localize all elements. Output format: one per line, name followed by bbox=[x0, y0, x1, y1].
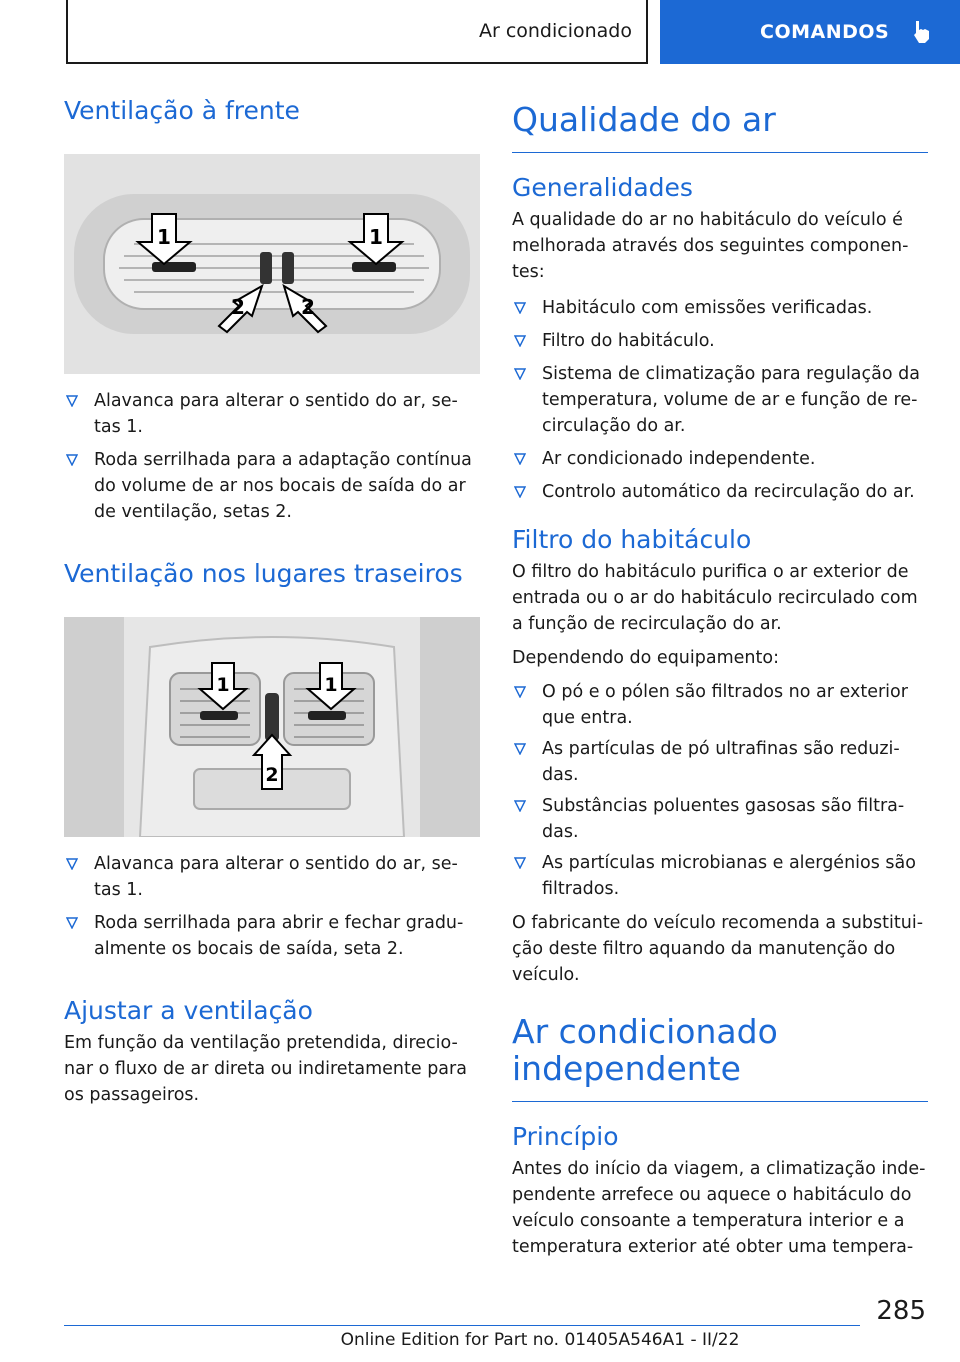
rear-vent-photo bbox=[64, 617, 480, 837]
equipment-text: Dependendo do equipamento: bbox=[512, 648, 779, 669]
principle-text: Antes do início da viagem, a climatização inde-pendente arrefece ou aquece o habitáculo do veículo consoante a temperatura interior e a temperatura exterior até obter uma tempera- bbox=[512, 1158, 926, 1257]
triangle-bullet-icon bbox=[514, 857, 526, 869]
manufacturer-text: O fabricante do veículo recomenda a substitui-ção deste filtro aquando da manutenção do veículo. bbox=[512, 913, 924, 986]
triangle-bullet-icon bbox=[514, 800, 526, 812]
footer-divider bbox=[64, 1325, 860, 1326]
bullet-text: Filtro do habitáculo. bbox=[542, 331, 715, 352]
callout-1-left: 1 bbox=[216, 674, 230, 696]
generalities-text: A qualidade do ar no habitáculo do veículo é melhorada através dos seguintes componen-tes: bbox=[512, 210, 909, 283]
list-item bbox=[512, 479, 928, 505]
callout-1-left: 1 bbox=[157, 225, 171, 249]
bullet-text: Substâncias poluentes gasosas são filtra-das. bbox=[542, 796, 905, 843]
list-item bbox=[64, 447, 480, 525]
independent-ac-title: Ar condicionado independente bbox=[512, 1014, 928, 1102]
front-ventilation-title: Ventilação à frente bbox=[64, 96, 300, 125]
header-section-tab bbox=[660, 0, 960, 64]
bullet-text: Roda serrilhada para abrir e fechar gradu-almente os bocais de saída, seta 2. bbox=[94, 913, 464, 959]
bullet-text: Ar condicionado independente. bbox=[542, 449, 816, 470]
bullet-text: Sistema de climatização para regulação da temperatura, volume de ar e função de re-circulação do ar. bbox=[542, 364, 920, 437]
rear-vent-list bbox=[64, 851, 480, 962]
triangle-bullet-icon bbox=[514, 302, 526, 314]
header-chapter: Ar condicionado bbox=[478, 20, 632, 42]
air-quality-title: Qualidade do ar bbox=[512, 96, 928, 153]
list-item bbox=[512, 446, 928, 472]
list-item bbox=[512, 850, 928, 902]
list-item bbox=[512, 328, 928, 354]
cabin-filter-text: O filtro do habitáculo purifica o ar exterior de entrada ou o ar do habitáculo recirculado com a função de recirculação do ar. bbox=[512, 562, 918, 635]
page-number: 285 bbox=[876, 1296, 926, 1326]
triangle-bullet-icon bbox=[66, 454, 78, 466]
triangle-bullet-icon bbox=[514, 335, 526, 347]
header-section: COMANDOS bbox=[760, 21, 890, 43]
callout-2-right: 2 bbox=[301, 295, 315, 319]
triangle-bullet-icon bbox=[66, 395, 78, 407]
adjust-ventilation-text: Em função da ventilação pretendida, direcio-nar o fluxo de ar direta ou indiretamente para os passageiros. bbox=[64, 1033, 467, 1105]
triangle-bullet-icon bbox=[514, 453, 526, 465]
filter-list bbox=[512, 679, 928, 902]
list-item bbox=[512, 679, 928, 731]
callout-2-left: 2 bbox=[231, 295, 245, 319]
bullet-text: As partículas de pó ultrafinas são reduzi-das. bbox=[542, 739, 900, 786]
front-vent-photo bbox=[64, 154, 480, 374]
triangle-bullet-icon bbox=[66, 917, 78, 929]
footer-edition: Online Edition for Part no. 01405A546A1 - II/22 bbox=[340, 1330, 740, 1350]
generalities-title: Generalidades bbox=[512, 173, 693, 203]
front-vent-list bbox=[64, 388, 480, 525]
callout-2: 2 bbox=[265, 764, 279, 786]
list-item bbox=[512, 793, 928, 845]
callout-1-right: 1 bbox=[324, 674, 338, 696]
bullet-text: As partículas microbianas e alergénios são filtrados. bbox=[542, 853, 916, 900]
adjust-ventilation-title: Ajustar a ventilação bbox=[64, 996, 313, 1025]
bullet-text: Alavanca para alterar o sentido do ar, se-tas 1. bbox=[94, 391, 458, 437]
callout-1-right: 1 bbox=[369, 225, 383, 249]
right-column bbox=[512, 96, 928, 1260]
triangle-bullet-icon bbox=[514, 368, 526, 380]
rear-ventilation-title: Ventilação nos lugares traseiros bbox=[64, 559, 463, 588]
bullet-text: Roda serrilhada para a adaptação contínua do volume de ar nos bocais de saída do ar de ventilação, setas 2. bbox=[94, 450, 472, 522]
triangle-bullet-icon bbox=[514, 686, 526, 698]
triangle-bullet-icon bbox=[66, 858, 78, 870]
list-item bbox=[64, 910, 480, 962]
cabin-filter-title: Filtro do habitáculo bbox=[512, 525, 752, 555]
triangle-bullet-icon bbox=[514, 743, 526, 755]
list-item bbox=[512, 295, 928, 321]
bullet-text: Controlo automático da recirculação do ar. bbox=[542, 482, 915, 503]
list-item bbox=[512, 736, 928, 788]
header-chapter-tab bbox=[66, 0, 648, 64]
bullet-text: Habitáculo com emissões verificadas. bbox=[542, 298, 873, 319]
principle-title: Princípio bbox=[512, 1121, 619, 1151]
bullet-text: Alavanca para alterar o sentido do ar, se-tas 1. bbox=[94, 854, 458, 900]
generalities-list bbox=[512, 295, 928, 505]
triangle-bullet-icon bbox=[514, 486, 526, 498]
bullet-text: O pó e o pólen são filtrados no ar exterior que entra. bbox=[542, 682, 908, 729]
pointing-hand-icon bbox=[911, 19, 933, 45]
list-item bbox=[64, 851, 480, 903]
left-column bbox=[64, 96, 480, 1108]
list-item bbox=[512, 361, 928, 439]
list-item bbox=[64, 388, 480, 440]
